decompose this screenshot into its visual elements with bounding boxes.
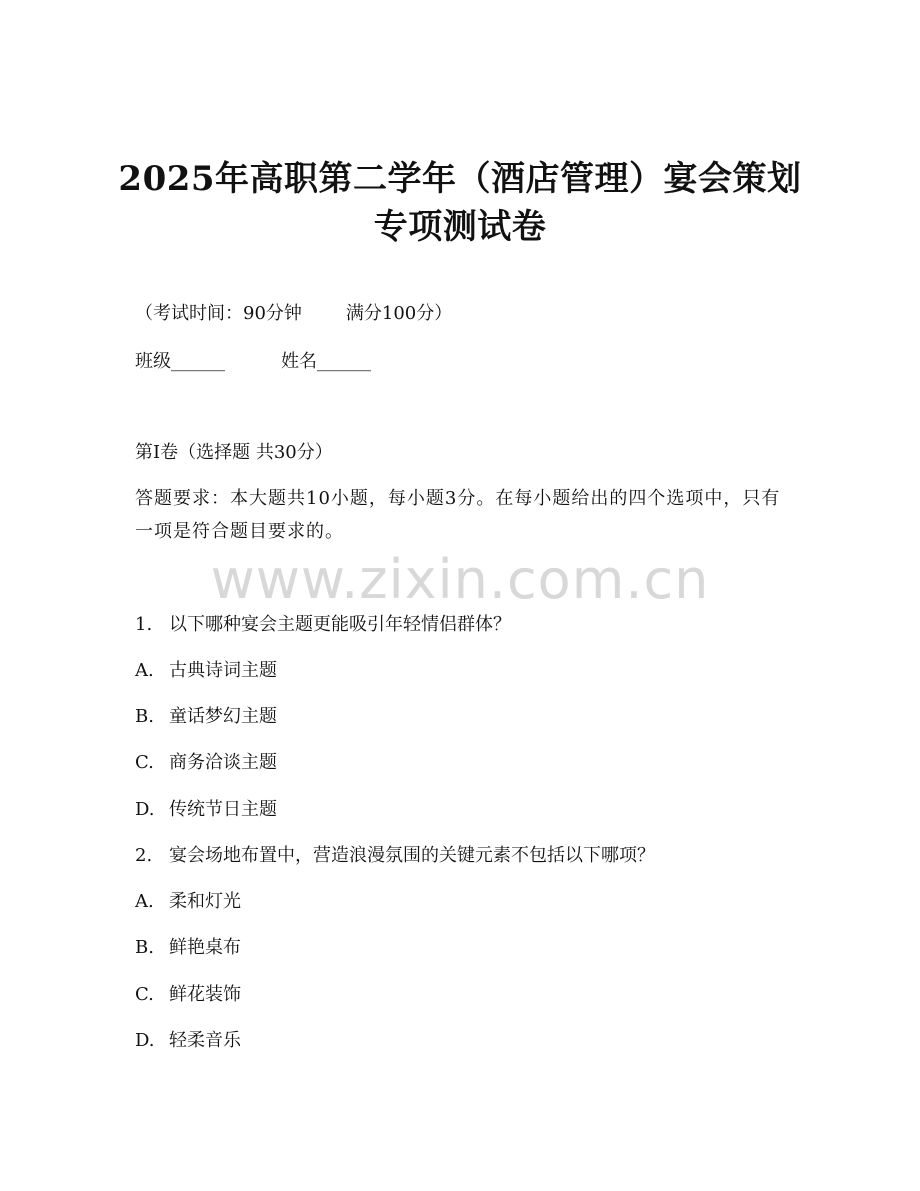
option-text: 古典诗词主题: [169, 660, 277, 681]
option-label: B.: [135, 937, 154, 958]
option-text: 鲜花装饰: [169, 984, 241, 1005]
option-label: A.: [135, 660, 154, 681]
option-text: 商务洽谈主题: [169, 752, 277, 773]
question-1: [135, 612, 511, 638]
option-label: C.: [135, 984, 154, 1005]
option-1b[interactable]: [135, 704, 277, 730]
option-1a[interactable]: [135, 658, 277, 684]
exam-info: [135, 301, 452, 327]
option-2c[interactable]: [135, 982, 241, 1008]
option-text: 鲜艳桌布: [169, 937, 241, 958]
name-field[interactable]: 姓名______: [281, 351, 371, 372]
question-number: 2.: [135, 845, 153, 866]
option-text: 柔和灯光: [169, 891, 241, 912]
section-title: 第I卷（选择题 共30分）: [135, 442, 333, 463]
instructions: 答题要求：本大题共10小题，每小题3分。在每小题给出的四个选项中，只有一项是符合题目要求的。: [135, 488, 781, 542]
option-2a[interactable]: [135, 889, 241, 915]
watermark: www.zixin.com.cn: [210, 548, 710, 611]
full-score: 满分100分）: [345, 303, 453, 324]
exam-title-line-2: 专项测试卷: [373, 207, 547, 247]
option-text: 传统节日主题: [169, 799, 277, 820]
student-info: [135, 349, 371, 375]
question-number: 1.: [135, 614, 153, 635]
exam-title-line-1: 2025年高职第二学年（酒店管理）宴会策划: [118, 159, 802, 199]
option-1d[interactable]: [135, 797, 277, 823]
option-2b[interactable]: [135, 935, 241, 961]
option-label: D.: [135, 799, 155, 820]
option-label: B.: [135, 706, 154, 727]
option-text: 轻柔音乐: [169, 1030, 241, 1051]
option-label: A.: [135, 891, 154, 912]
option-label: D.: [135, 1030, 155, 1051]
option-text: 童话梦幻主题: [169, 706, 277, 727]
question-text: 以下哪种宴会主题更能吸引年轻情侣群体？: [169, 614, 511, 635]
class-field[interactable]: 班级______: [135, 351, 225, 372]
option-label: C.: [135, 752, 154, 773]
option-1c[interactable]: [135, 750, 277, 776]
question-text: 宴会场地布置中，营造浪漫氛围的关键元素不包括以下哪项？: [169, 845, 655, 866]
question-2: [135, 843, 655, 869]
option-2d[interactable]: [135, 1028, 241, 1054]
exam-time: （考试时间：90分钟: [135, 303, 302, 324]
